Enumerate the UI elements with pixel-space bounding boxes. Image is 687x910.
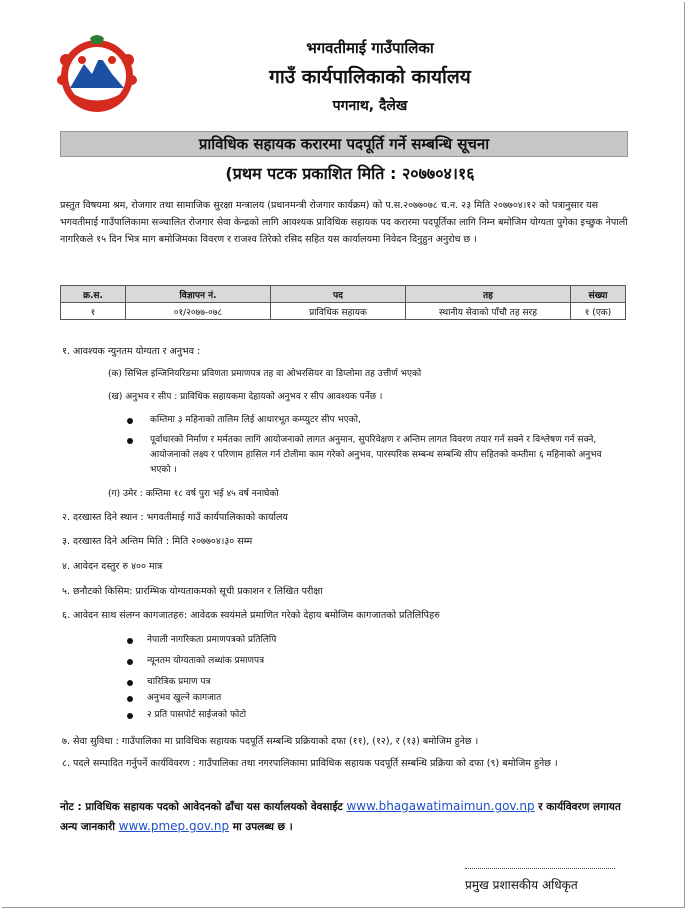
skill-bullet-2: पूर्वाधारको निर्माण र मर्मतका लागि आयोजनाको लागत अनुमान, सुपरिवेक्षण र अन्तिम लागत विवरण तयार गर्न सक्ने र विश्लेषण गर्न सक्ने, आयोजनाको लक्ष्य र परिणाम हासिल गर्न टोलीमा काम गरेको अनुभव, पारस्परिक सम्बन्ध सम्बन्धि सीप सहितको कम्तीमा ६ महिनाको अनुभव भएको । [150,435,602,475]
section5: ५. छनौटको किसिम: प्रारम्भिक योग्यताकमको सूची प्रकाशन र लिखित परीक्षा [62,586,323,597]
bullet-icon [127,696,133,702]
section1-item-kha: (ख) अनुभव र सीप : प्राविधिक सहायकमा देहायको अनुभव र सीप आवश्यक पर्नेछ । [108,392,383,402]
office-address: पगनाथ, दैलेख [332,98,408,114]
document-bullet: नेपाली नागरिकता प्रमाणपत्रको प्रतिलिपि [147,635,277,645]
cell-post: प्राविधिक सहायक [271,303,406,320]
publish-date: (प्रथम पटक प्रकाशित मिति : २०७७०४।१६ [225,164,475,183]
section7: ७. सेवा सुविधा : गाउँपालिका मा प्राविधिक सहायक पदपूर्ति सम्बन्धि प्रक्रियाको दफा (११), (१२), र (१३) बमोजिम हुनेछ । [62,736,479,747]
section1-item-ga: (ग) उमेर : कम्तिमा १८ वर्ष पुरा भई ४५ वर्ष ननाघेको [108,489,279,499]
document-bullet: चारित्रिक प्रमाण पत्र [147,677,211,687]
vacancy-table [60,285,626,320]
intro-paragraph: प्रस्तुत विषयमा श्रम, रोजगार तथा सामाजिक सुरक्षा मन्त्रालय (प्रधानमन्त्री रोजगार कार्यक्रम) को प.स.२०७७०७८ च.न. २३ मिति २०७७०४।१२ को पत्रानुसार यस भगवतीमाई गाउँपालिकामा सञ्चालित रोजगार सेवा केन्द्रको लागि आवश्यक प्राविधिक सहायक पद करारमा पदपूर्तिका लागि निम्न बमोजिम योग्यता पुगेका इच्छुक नेपाली नागरिकले १५ दिन भित्र माग बमोजिमका विवरण र राजश्व तिरेको रसिद सहित यस कार्यालयमा निवेदन दिनुहुन अनुरोध छ । [60,200,628,245]
bullet-icon [127,713,133,719]
section1-item-ka: (क) सिभिल इन्जिनियरिङमा प्रविणता प्रमाणपत्र तह वा ओभरसियर वा डिप्लोमा तह उत्तीर्ण भएको [108,369,422,379]
pmep-website-link[interactable]: www.pmep.gov.np [118,819,230,833]
section1-title: १. आवश्यक न्युनतम योग्यता र अनुभव : [62,346,201,357]
cell-level: स्थानीय सेवाको पाँचौ तह सरह [406,303,571,320]
col-count: संख्या [571,286,626,303]
bullet-icon [127,659,133,665]
section8: ८. पदले सम्पादित गर्नुपर्ने कार्यविवरण : गाउँपालिका तथा नगरपालिकामा प्राविधिक सहायक पदपूर्ति सम्बन्धि प्रक्रिया को दफा (९) बमोजिम हुनेछ । [62,758,558,769]
section4: ४. आवेदन दस्तुर रु ४०० मात्र [62,561,163,572]
note-paragraph [60,797,630,837]
document-bullet: २ प्रति पासपोर्ट साईजको फोटो [147,710,247,720]
bullet-icon [127,418,133,424]
nepal-emblem-icon [52,30,142,118]
section6-title: ६. आवेदन साथ संलग्न कागजातहरु: आवेदक स्वयंमले प्रमाणित गरेको देहाय बमोजिम कागजातको प्रतिलिपिहरु [62,610,440,621]
bullet-icon [127,638,133,644]
skill-bullet-1: कम्तिमा ३ महिनाको तालिम लिई आधारभूत कम्प्युटर सीप भएको, [150,415,361,425]
municipality-website-link[interactable]: www.bhagawatimaimun.gov.np [346,799,535,813]
table-header-row [61,286,626,303]
cell-count: १ (एक) [571,303,626,320]
col-ad-no: विज्ञापन नं. [126,286,271,303]
col-sn: क्र.स. [61,286,126,303]
bullet-icon [127,680,133,686]
cell-sn: १ [61,303,126,320]
municipality-name: भगवतीमाई गाउँपालिका [306,39,434,57]
office-name: गाउँ कार्यपालिकाको कार्यालय [269,66,471,88]
note-text: मा उपलब्ध छ । [232,821,293,833]
bullet-icon [127,438,133,444]
section3: ३. दरखास्त दिने अन्तिम मिति : मिति २०७७०४।३० सम्म [62,536,253,547]
note-text: र कार्यविवरण लगायत अन्य जानकारी [60,801,621,833]
table-row [61,303,626,320]
section2: २. दरखास्त दिने स्थान : भगवतीमाई गाउँ कार्यपालिकाको कार्यालय [62,512,288,523]
document-bullet: न्यूनतम योग्यताको लब्धांक प्रमाणपत्र [147,656,265,666]
signatory-title: प्रमुख प्रशासकीय अधिकृत [465,878,578,892]
col-level: तह [406,286,571,303]
signature-line [465,868,615,869]
document-bullet: अनुभव खुल्ने कागजात [147,693,222,703]
notice-title: प्राविधिक सहायक करारमा पदपूर्ति गर्ने सम्बन्धि सूचना [60,131,628,157]
col-post: पद [271,286,406,303]
note-text: नोट : प्राविधिक सहायक पदको आवेदनको ढाँचा यस कार्यालयको वेवसाईट [60,801,343,813]
cell-ad-no: ०१/२०७७-०७८ [126,303,271,320]
